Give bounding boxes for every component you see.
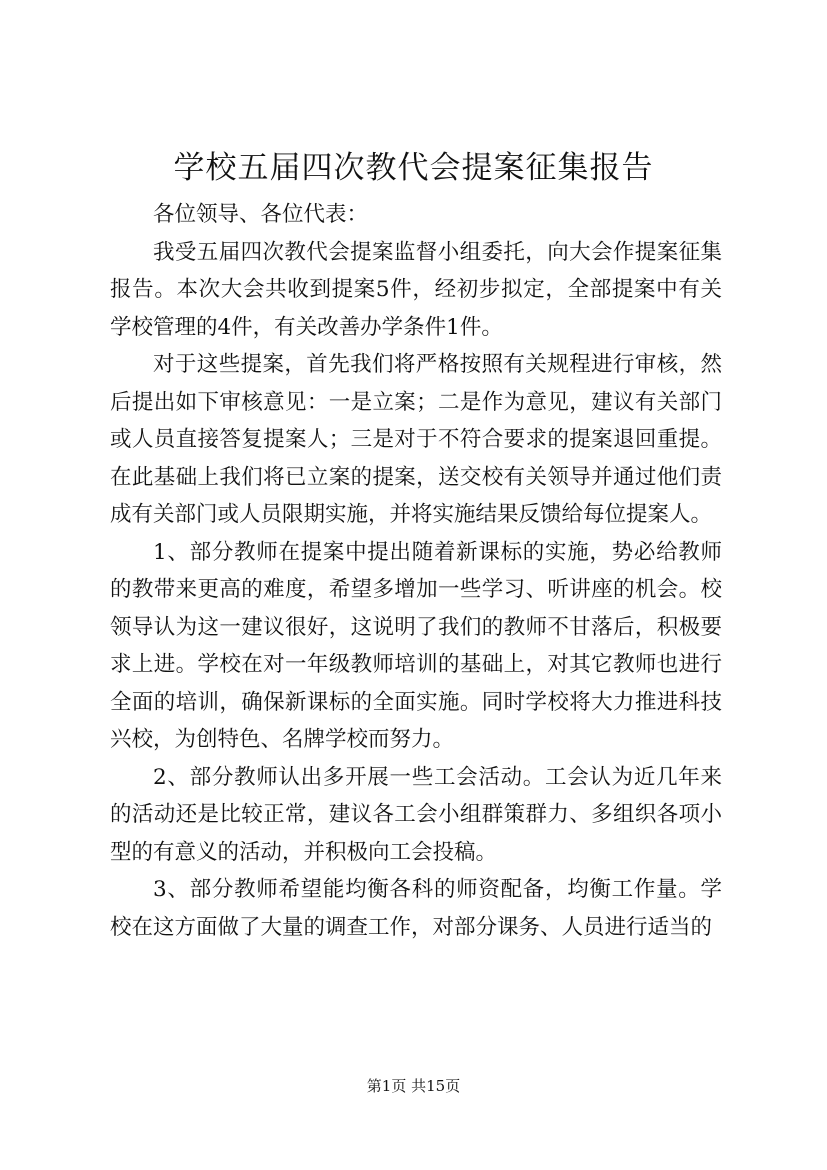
proposal-item-3: 3、部分教师希望能均衡各科的师资配备，均衡工作量。学校在这方面做了大量的调查工作，对部分课务、人员进行适当的 [110, 877, 722, 940]
intro-paragraph: 我受五届四次教代会提案监督小组委托，向大会作提案征集报告。本次大会共收到提案5件，经初步拟定，全部提案中有关学校管理的4件，有关改善办学条件1件。 [110, 239, 722, 340]
page-footer: 第1页 共15页 [366, 1077, 461, 1095]
salutation-paragraph: 各位领导、各位代表： [153, 202, 369, 227]
document-title: 学校五届四次教代会提案征集报告 [173, 150, 654, 186]
proposal-item-2: 2、部分教师认出多开展一些工会活动。工会认为近几年来的活动还是比较正常，建议各工会小组群策群力、多组织各项小型的有意义的活动，并积极向工会投稿。 [110, 764, 722, 865]
review-paragraph: 对于这些提案，首先我们将严格按照有关规程进行审核，然后提出如下审核意见：一是立案；二是作为意见，建议有关部门或人员直接答复提案人；三是对于不符合要求的提案退回重提。在此基础上我们将已立案的提案，送交校有关领导并通过他们责成有关部门或人员限期实施，并将实施结果反馈给每位提案人。 [110, 352, 722, 527]
document-body [110, 196, 722, 946]
proposal-item-1: 1、部分教师在提案中提出随着新课标的实施，势必给教师的教带来更高的难度，希望多增加一些学习、听讲座的机会。校领导认为这一建议很好，这说明了我们的教师不甘落后，积极要求上进。学校在对一年级教师培训的基础上，对其它教师也进行全面的培训，确保新课标的全面实施。同时学校将大力推进科技兴校，为创特色、名牌学校而努力。 [110, 539, 722, 752]
